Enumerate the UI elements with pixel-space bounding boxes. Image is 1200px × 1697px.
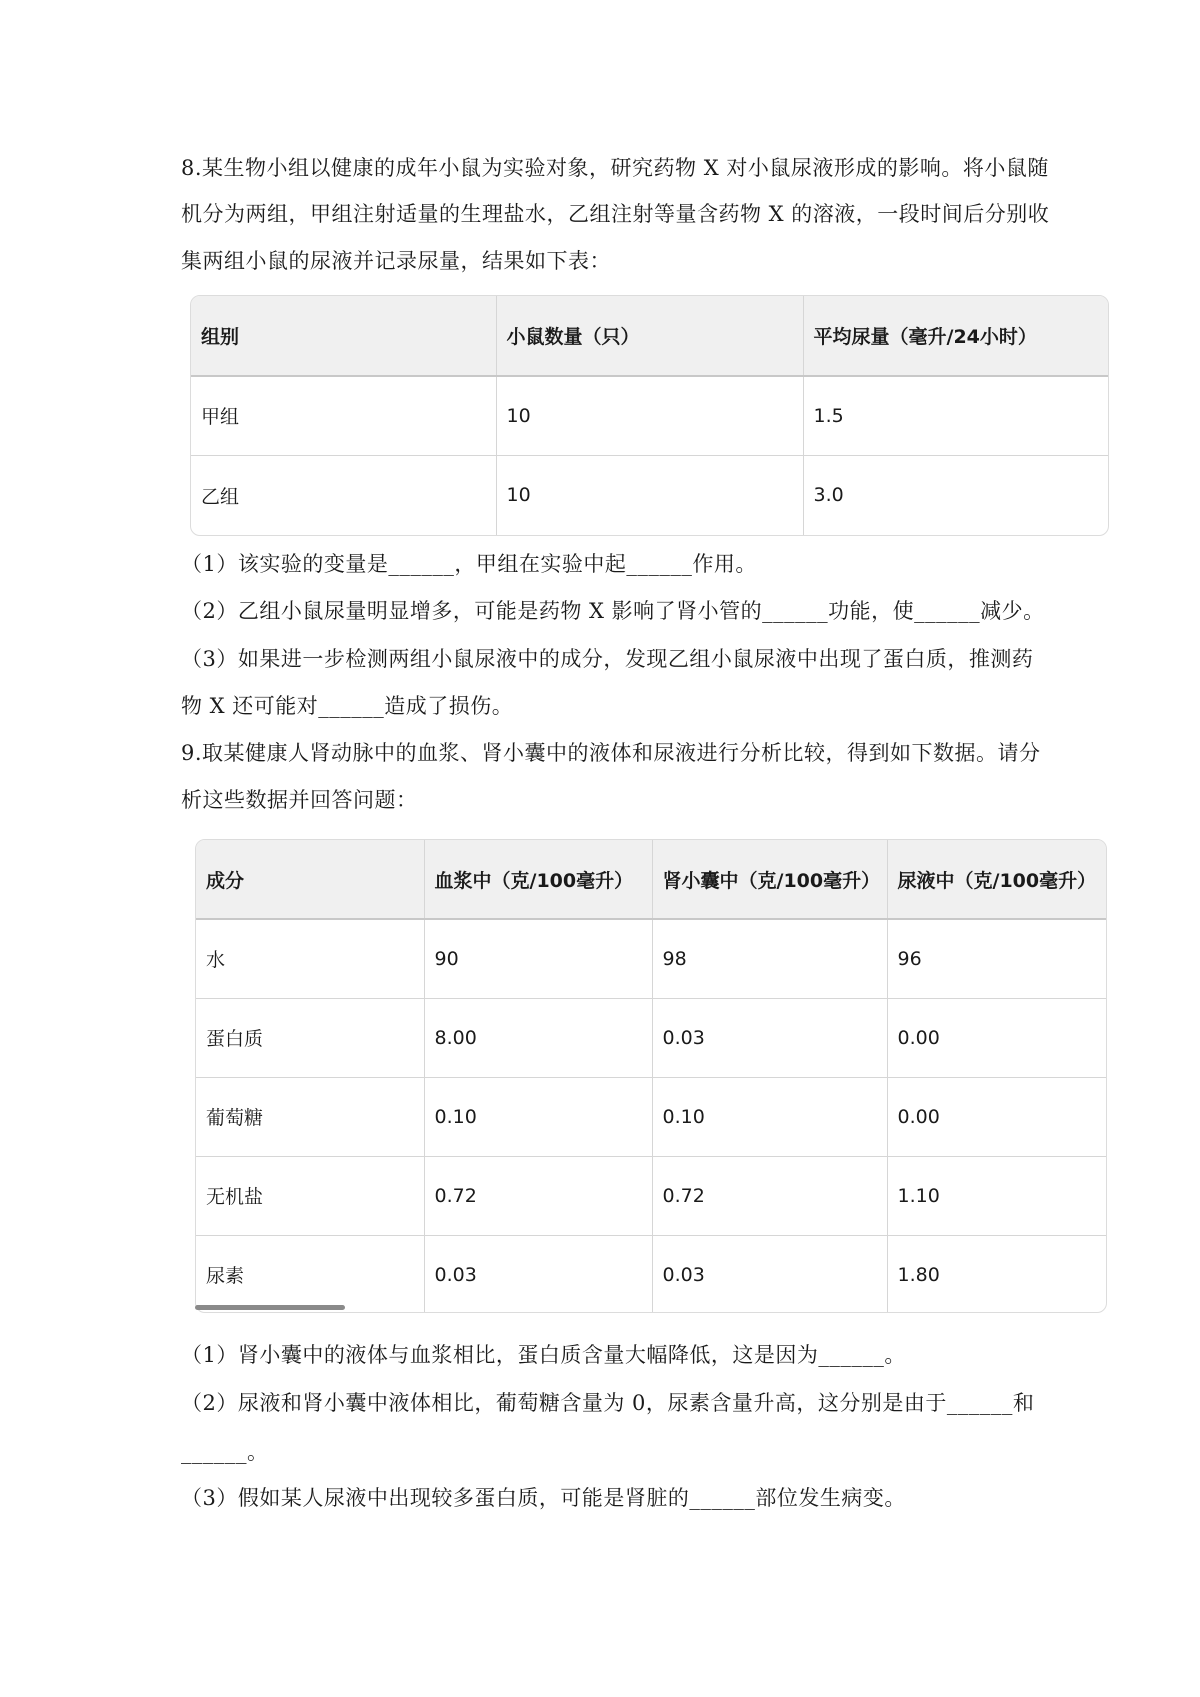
table-row	[191, 455, 1108, 535]
table-header-cell: 成分	[196, 840, 424, 919]
table-cell: 0.10	[424, 1077, 652, 1156]
table-cell: 3.0	[813, 484, 844, 507]
table-row	[196, 1077, 1106, 1156]
table-row	[196, 1156, 1106, 1235]
q9-subquestion-3: （3）假如某人尿液中出现较多蛋白质，可能是肾脏的______部位发生病变。	[181, 1486, 906, 1510]
q9-subquestion-2: （2）尿液和肾小囊中液体相比，葡萄糖含量为 0，尿素含量升高，这分别是由于______和	[181, 1391, 1035, 1415]
table-cell: 0.03	[652, 1235, 887, 1313]
table-cell: 1.80	[897, 1263, 940, 1286]
table-cell: 0.03	[652, 998, 887, 1077]
table-cell: 10	[496, 376, 803, 455]
table-cell: 0.72	[652, 1156, 887, 1235]
table-row	[196, 1235, 1106, 1313]
q8-table	[190, 295, 1109, 536]
table-header-row	[196, 840, 1106, 919]
table-header-cell: 平均尿量（毫升/24小时）	[803, 296, 1108, 376]
table-cell: 98	[652, 919, 887, 998]
table-cell: 0.00	[887, 998, 1106, 1077]
q8-stem-line-3: 集两组小鼠的尿液并记录尿量，结果如下表：	[181, 249, 611, 273]
table-cell: 1.10	[887, 1156, 1106, 1235]
table-cell: 乙组	[191, 455, 496, 535]
table-header-cell: 尿液中（克/100毫升）	[887, 840, 1106, 919]
table-cell: 尿素	[196, 1235, 424, 1313]
table-row	[196, 998, 1106, 1077]
table-header-cell: 组别	[191, 296, 496, 376]
q9-stem-line-1: 9.取某健康人肾动脉中的血浆、肾小囊中的液体和尿液进行分析比较，得到如下数据。请分	[181, 741, 1041, 765]
table-cell: 0.00	[887, 1077, 1106, 1156]
table-cell: 8.00	[424, 998, 652, 1077]
q8-stem-line-1: 8.某生物小组以健康的成年小鼠为实验对象，研究药物 X 对小鼠尿液形成的影响。将小鼠随	[181, 156, 1049, 180]
table-cell: 葡萄糖	[196, 1077, 424, 1156]
q9-table	[195, 839, 1107, 1313]
table-cell: 0.10	[652, 1077, 887, 1156]
table-row	[196, 919, 1106, 998]
q9-subquestion-2-cont: ______。	[181, 1440, 269, 1464]
table-header-row	[191, 296, 1108, 376]
table-horizontal-scrollbar[interactable]	[195, 1305, 345, 1310]
table-row	[191, 376, 1108, 455]
q8-subquestion-3: （3）如果进一步检测两组小鼠尿液中的成分，发现乙组小鼠尿液中出现了蛋白质，推测药	[181, 647, 1034, 671]
table-cell: 蛋白质	[196, 998, 424, 1077]
table-cell: 96	[887, 919, 1106, 998]
q9-stem-line-2: 析这些数据并回答问题：	[181, 788, 418, 812]
table-cell: 90	[424, 919, 652, 998]
table-cell: 1.5	[803, 376, 1108, 455]
q8-stem-line-2: 机分为两组，甲组注射适量的生理盐水，乙组注射等量含药物 X 的溶液，一段时间后分别收	[181, 202, 1050, 226]
table-cell: 0.72	[424, 1156, 652, 1235]
q9-subquestion-1: （1）肾小囊中的液体与血浆相比，蛋白质含量大幅降低，这是因为______。	[181, 1343, 906, 1367]
q8-subquestion-1: （1）该实验的变量是______，甲组在实验中起______作用。	[181, 552, 757, 576]
table-cell: 水	[196, 919, 424, 998]
table-cell: 无机盐	[196, 1156, 424, 1235]
table-cell: 10	[496, 455, 803, 535]
table-header-cell: 肾小囊中（克/100毫升）	[652, 840, 887, 919]
table-cell: 0.03	[424, 1235, 652, 1313]
table-header-cell: 血浆中（克/100毫升）	[424, 840, 652, 919]
q8-subquestion-2: （2）乙组小鼠尿量明显增多，可能是药物 X 影响了肾小管的______功能，使______减少。	[181, 599, 1045, 623]
table-header-cell: 小鼠数量（只）	[496, 296, 803, 376]
q8-subquestion-3-cont: 物 X 还可能对______造成了损伤。	[181, 694, 514, 718]
table-cell: 甲组	[191, 376, 496, 455]
